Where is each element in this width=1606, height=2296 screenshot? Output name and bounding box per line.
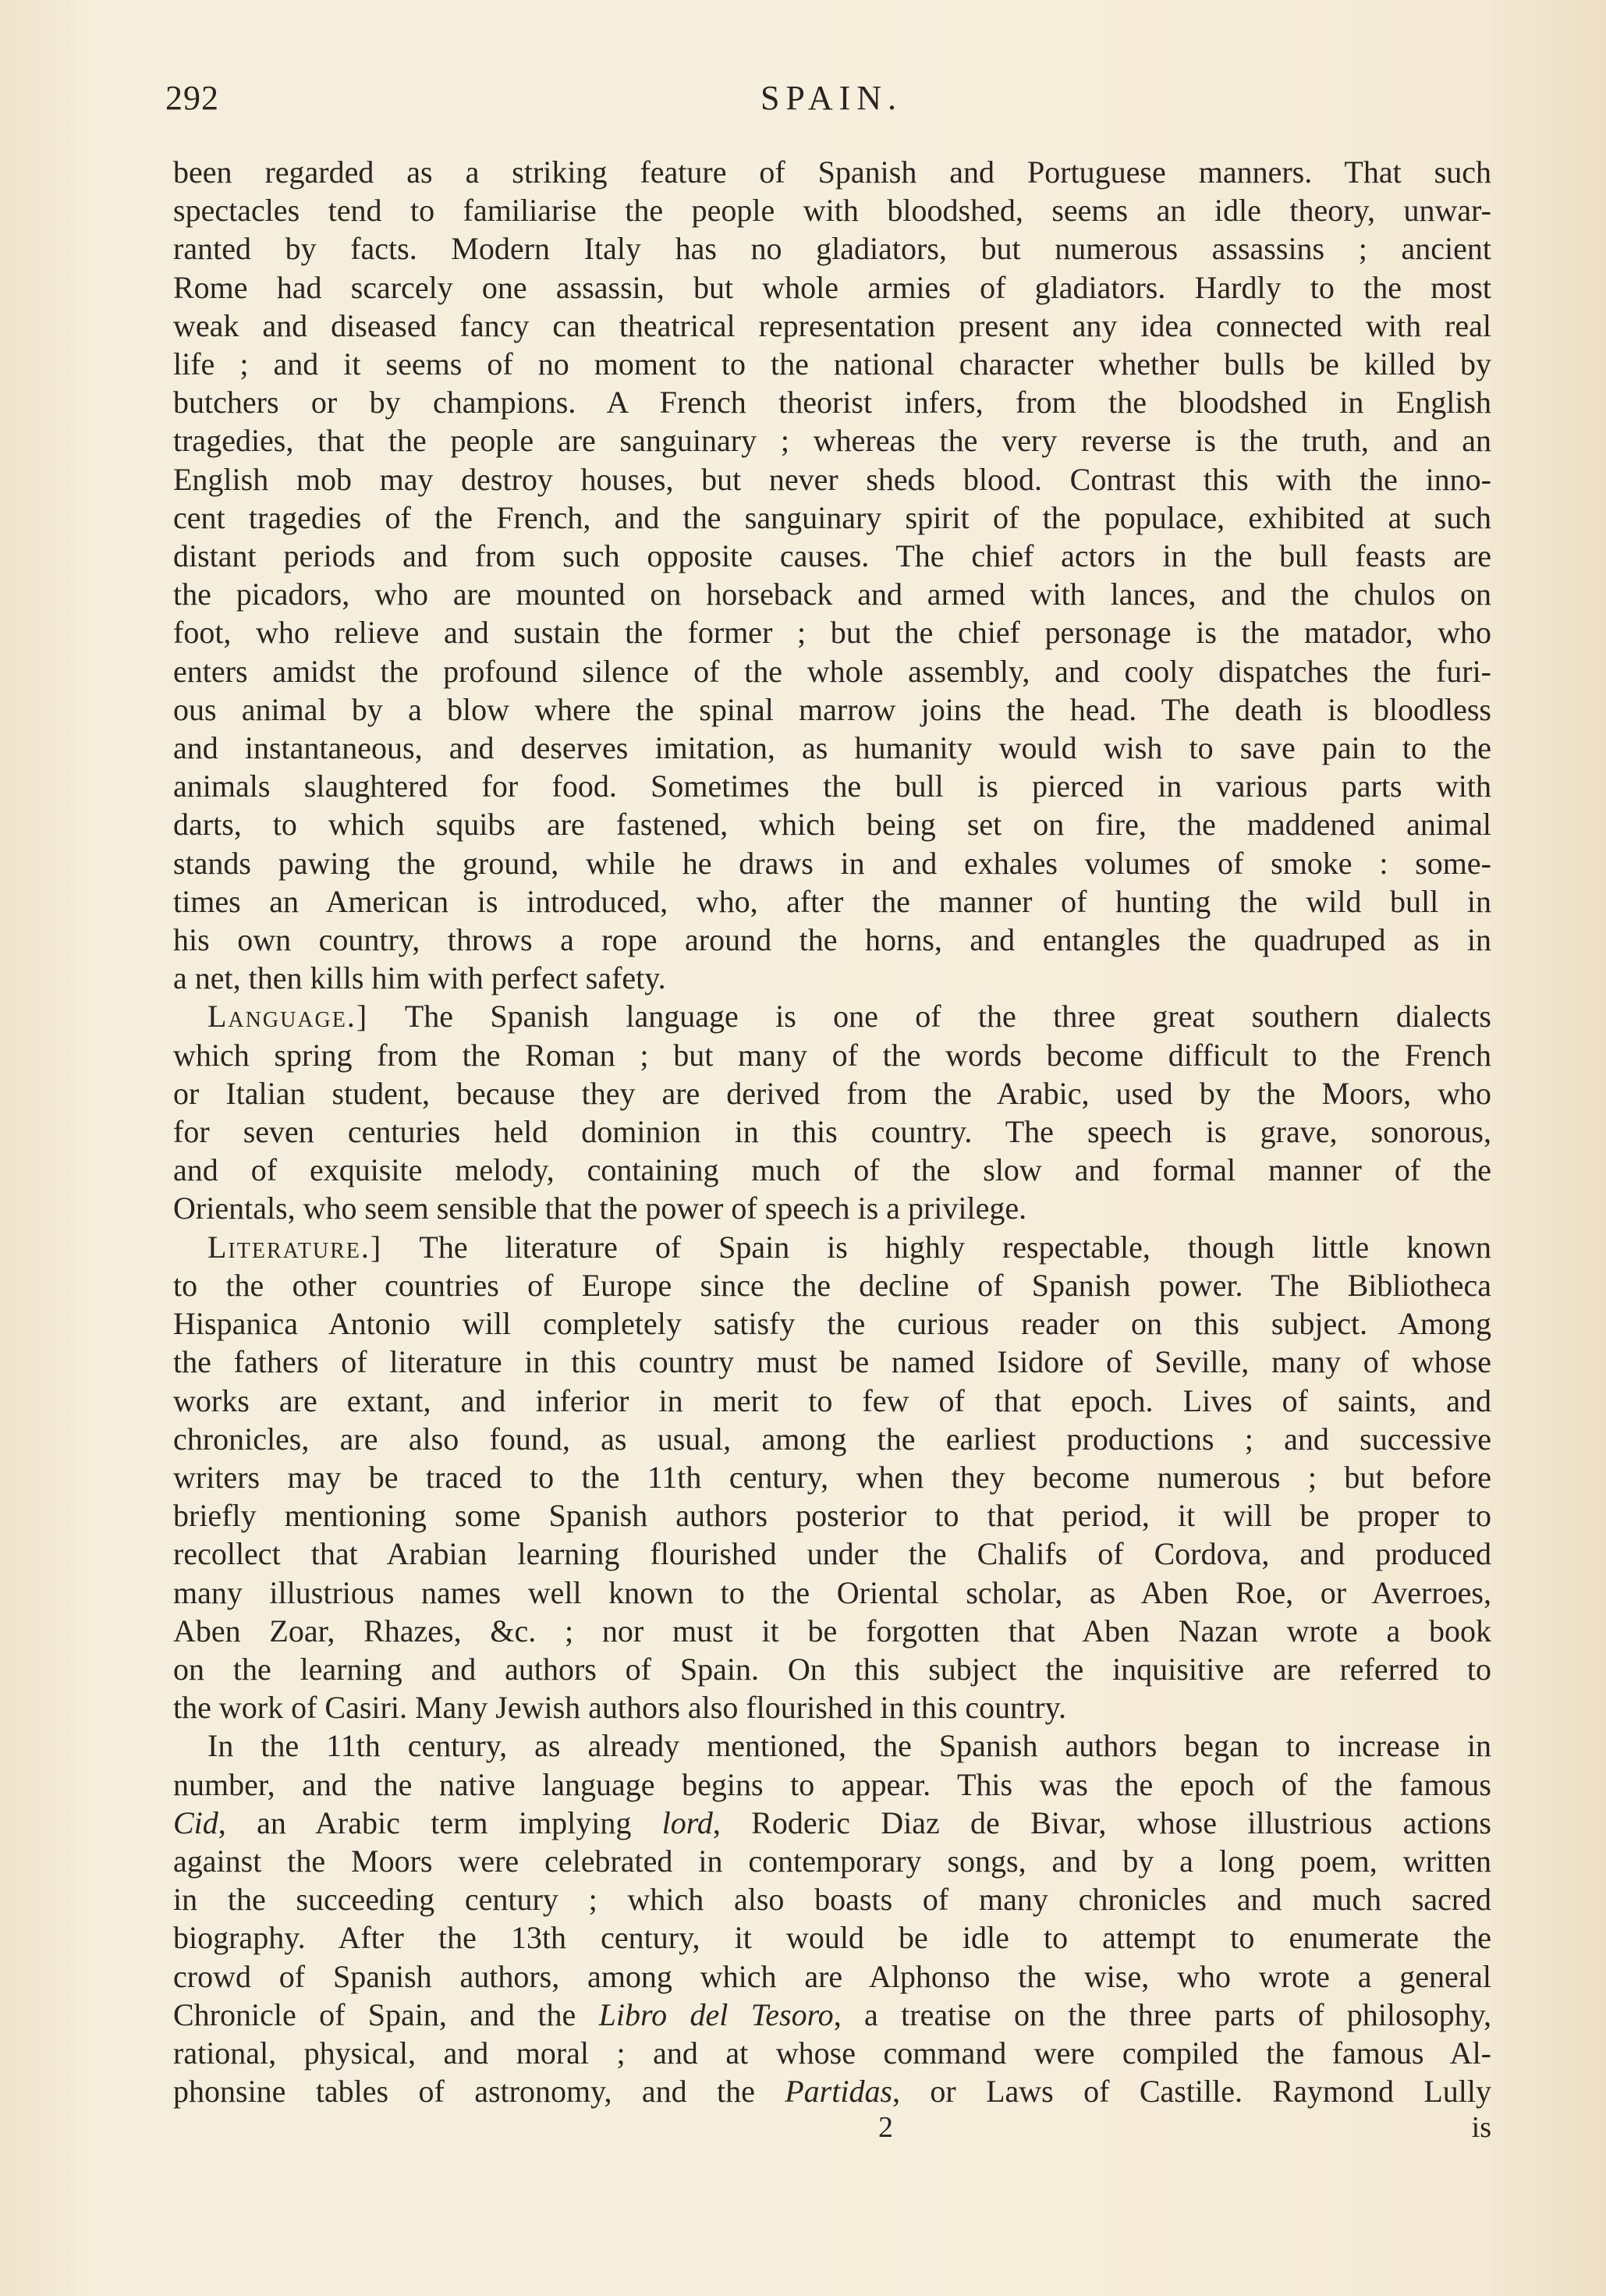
text-line: [173, 1228, 1491, 1266]
text-segment: the fathers of literature in this country must be named Isidore of Seville, many of whose: [173, 1344, 1491, 1380]
italic-text: Libro del Tesoro: [598, 1996, 834, 2032]
text-line: [173, 1918, 1491, 1957]
text-segment: writers may be traced to the 11th century, when they become numerous ; but before: [173, 1459, 1491, 1495]
section-heading: Literature.]: [207, 1229, 383, 1265]
text-line: [173, 1804, 1491, 1842]
text-line: [173, 421, 1491, 460]
text-segment: , a treatise on the three parts of philosophy,: [833, 1996, 1491, 2032]
text-line: [173, 229, 1491, 268]
text-segment: been regarded as a striking feature of Spanish and Portuguese manners. That such: [173, 154, 1491, 190]
text-line: [173, 268, 1491, 307]
text-line: [173, 2034, 1491, 2072]
text-line: [173, 1113, 1491, 1151]
text-segment: Hispanica Antonio will completely satisfy the curious reader on this subject. Among: [173, 1306, 1491, 1342]
text-line: [173, 729, 1491, 767]
text-line: [173, 575, 1491, 613]
text-segment: the work of Casiri. Many Jewish authors also flourished in this country.: [173, 1690, 1067, 1726]
text-segment: for seven centuries held dominion in this country. The speech is grave, sonorous,: [173, 1114, 1491, 1150]
text-line: [173, 1612, 1491, 1650]
text-line: [173, 1957, 1491, 1996]
text-segment: against the Moors were celebrated in contemporary songs, and by a long poem, written: [173, 1843, 1491, 1879]
text-line: [173, 959, 1491, 997]
text-segment: distant periods and from such opposite causes. The chief actors in the bull feasts are: [173, 538, 1491, 574]
text-segment: works are extant, and inferior in merit to few of that epoch. Lives of saints, and: [173, 1382, 1491, 1418]
text-segment: animals slaughtered for food. Sometimes the bull is pierced in various parts with: [173, 768, 1491, 804]
body-text: [173, 153, 1491, 2110]
text-segment: chronicles, are also found, as usual, among the earliest productions ; and successive: [173, 1421, 1491, 1457]
text-line: [173, 1880, 1491, 1918]
text-segment: rational, physical, and moral ; and at whose command were compiled the famous Al-: [173, 2035, 1491, 2071]
text-segment: , an Arabic term implying: [218, 1805, 662, 1840]
text-line: [173, 1496, 1491, 1535]
catchword: is: [1471, 2111, 1491, 2144]
text-line: [173, 1765, 1491, 1804]
italic-text: lord: [661, 1805, 713, 1840]
text-line: [173, 191, 1491, 229]
text-line: [173, 1343, 1491, 1381]
text-line: [173, 882, 1491, 921]
text-segment: , or Laws of Castille. Raymond Lully: [892, 2074, 1491, 2110]
text-segment: recollect that Arabian learning flourished under the Chalifs of Cordova, and produced: [173, 1536, 1491, 1572]
text-segment: his own country, throws a rope around the horns, and entangles the quadruped as in: [173, 922, 1491, 958]
text-line: [173, 345, 1491, 383]
text-segment: enters amidst the profound silence of the whole assembly, and cooly dispatches the furi-: [173, 653, 1491, 689]
text-line: [173, 1151, 1491, 1189]
text-line: [173, 460, 1491, 499]
text-segment: and of exquisite melody, containing much of the slow and formal manner of the: [173, 1152, 1491, 1188]
page-number: 292: [165, 79, 219, 117]
text-segment: and instantaneous, and deserves imitation, as humanity would wish to save pain to the: [173, 730, 1491, 766]
text-line: [173, 1458, 1491, 1496]
text-segment: on the learning and authors of Spain. On this subject the inquisitive are referred to: [173, 1651, 1491, 1687]
text-line: [173, 1382, 1491, 1420]
text-segment: or Italian student, because they are derived from the Arabic, used by the Moors, who: [173, 1075, 1491, 1111]
text-line: [173, 690, 1491, 729]
text-segment: In the 11th century, as already mentioned, the Spanish authors began to increase in: [207, 1728, 1491, 1764]
text-segment: which spring from the Roman ; but many of the words become difficult to the French: [173, 1037, 1491, 1073]
text-line: [173, 1842, 1491, 1880]
text-line: [173, 613, 1491, 651]
text-line: [173, 383, 1491, 421]
text-segment: Aben Zoar, Rhazes, &c. ; nor must it be forgotten that Aben Nazan wrote a book: [173, 1613, 1491, 1648]
text-segment: The Spanish language is one of the three great southern dialects: [368, 999, 1491, 1034]
text-line: [173, 499, 1491, 537]
text-line: [173, 1036, 1491, 1074]
text-segment: cent tragedies of the French, and the sanguinary spirit of the populace, exhibited at such: [173, 499, 1491, 535]
text-segment: times an American is introduced, who, after the manner of hunting the wild bull in: [173, 883, 1491, 919]
text-line: [173, 1650, 1491, 1688]
text-segment: , Roderic Diaz de Bivar, whose illustrious actions: [712, 1805, 1491, 1840]
text-line: [173, 2072, 1491, 2110]
text-line: [173, 1420, 1491, 1458]
text-line: [173, 1304, 1491, 1343]
text-segment: ranted by facts. Modern Italy has no gladiators, but numerous assassins ; ancient: [173, 231, 1491, 267]
italic-text: Cid: [173, 1805, 218, 1840]
text-segment: Chronicle of Spain, and the: [173, 1996, 599, 2032]
text-line: [173, 1574, 1491, 1612]
text-line: [173, 1074, 1491, 1113]
text-segment: English mob may destroy houses, but never sheds blood. Contrast this with the inno-: [173, 461, 1491, 497]
text-line: [173, 307, 1491, 345]
text-line: [173, 805, 1491, 843]
text-segment: a net, then kills him with perfect safety.: [173, 960, 666, 996]
text-line: [173, 921, 1491, 959]
text-line: [173, 153, 1491, 191]
page-footer: [173, 2110, 1491, 2149]
text-segment: briefly mentioning some Spanish authors posterior to that period, it will be proper to: [173, 1498, 1491, 1534]
text-segment: darts, to which squibs are fastened, which being set on fire, the maddened animal: [173, 807, 1491, 843]
text-segment: tragedies, that the people are sanguinary ; whereas the very reverse is the truth, and an: [173, 423, 1491, 459]
text-segment: spectacles tend to familiarise the people with bloodshed, seems an idle theory, unwar-: [173, 193, 1491, 229]
text-line: [173, 1996, 1491, 2034]
text-segment: ous animal by a blow where the spinal marrow joins the head. The death is bloodless: [173, 691, 1491, 727]
text-line: [173, 844, 1491, 882]
section-heading: Language.]: [207, 999, 369, 1034]
text-segment: phonsine tables of astronomy, and the: [173, 2074, 785, 2110]
text-segment: many illustrious names well known to the Oriental scholar, as Aben Roe, or Averroes,: [173, 1574, 1491, 1610]
text-line: [173, 1688, 1491, 1726]
italic-text: Partidas: [785, 2074, 893, 2110]
text-segment: foot, who relieve and sustain the former ; but the chief personage is the matador, who: [173, 615, 1491, 651]
text-segment: in the succeeding century ; which also boasts of many chronicles and much sacred: [173, 1882, 1491, 1918]
text-line: [173, 537, 1491, 575]
text-line: [173, 1535, 1491, 1573]
text-segment: stands pawing the ground, while he draws in and exhales volumes of smoke : some-: [173, 845, 1491, 881]
text-segment: number, and the native language begins to appear. This was the epoch of the famous: [173, 1766, 1491, 1802]
text-segment: biography. After the 13th century, it would be idle to attempt to enumerate the: [173, 1920, 1491, 1956]
text-line: [173, 1189, 1491, 1227]
text-segment: life ; and it seems of no moment to the national character whether bulls be killed by: [173, 346, 1491, 382]
text-line: [173, 1726, 1491, 1765]
text-segment: the picadors, who are mounted on horseback and armed with lances, and the chulos on: [173, 577, 1491, 612]
text-segment: Rome had scarcely one assassin, but whole armies of gladiators. Hardly to the most: [173, 269, 1491, 305]
running-title: SPAIN.: [760, 79, 903, 117]
text-segment: to the other countries of Europe since the decline of Spanish power. The Bibliotheca: [173, 1267, 1491, 1303]
text-segment: The literature of Spain is highly respectable, though little known: [382, 1229, 1491, 1265]
text-segment: Orientals, who seem sensible that the power of speech is a privilege.: [173, 1191, 1027, 1226]
text-line: [173, 652, 1491, 690]
text-line: [173, 767, 1491, 805]
signature-mark: 2: [878, 2111, 893, 2144]
text-segment: weak and diseased fancy can theatrical representation present any idea connected with real: [173, 307, 1491, 343]
page-header: [165, 78, 1498, 125]
text-line: [173, 997, 1491, 1035]
text-segment: butchers or by champions. A French theorist infers, from the bloodshed in English: [173, 385, 1491, 421]
text-line: [173, 1266, 1491, 1304]
text-segment: crowd of Spanish authors, among which are Alphonso the wise, who wrote a general: [173, 1958, 1491, 1994]
